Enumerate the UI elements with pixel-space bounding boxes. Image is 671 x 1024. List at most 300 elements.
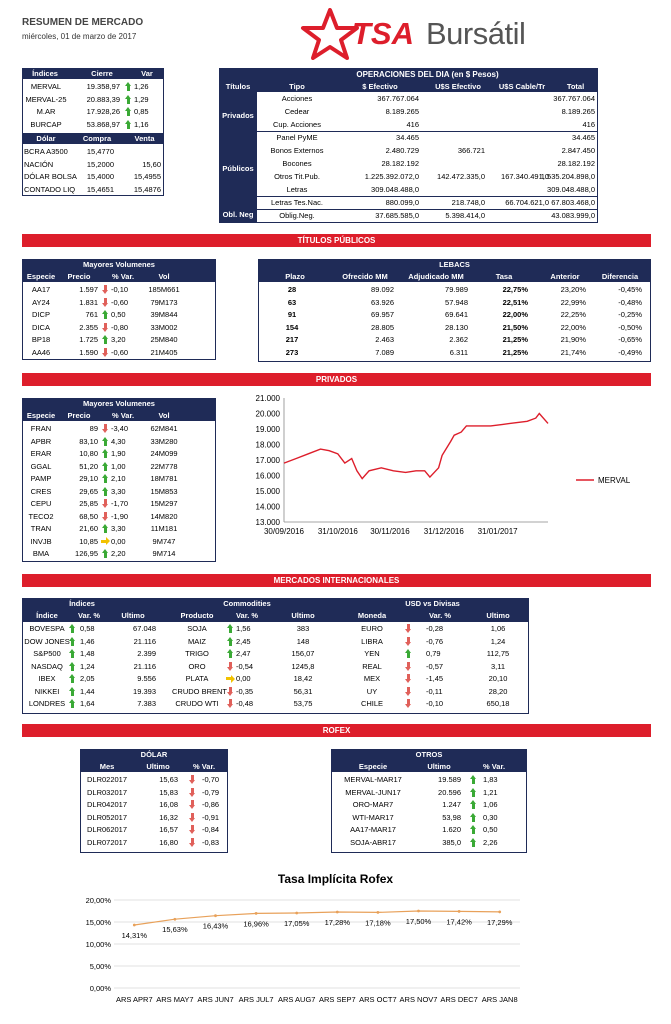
index-var: 1,16 [134,119,149,129]
op-pesos: 880.099,0 [385,198,419,207]
intl-var: 1,48 [80,649,95,658]
arrow-up-icon [469,825,478,834]
volume-price: 1.725 [79,335,98,344]
commodities-col-2: Ultimo [291,611,315,620]
x-tick-label: 30/09/2016 [263,527,305,536]
intl-name: DOW JONES [24,636,70,646]
dolar-buy: 15,4770 [86,147,114,156]
intl-var: 0,79 [426,649,441,658]
index-var: 0,85 [134,107,149,116]
op-tipo: Cedear [284,107,310,116]
arrow-down-icon [101,348,110,357]
x-tick-label: 30/11/2016 [370,527,410,536]
lebacs-cell: 22,00% [502,310,528,319]
intl-name: NASDAQ [31,661,63,671]
rate-data-label: 16,96% [243,919,269,929]
rofex-name: AA17-MAR17 [350,825,396,834]
lebacs-cell: 2.362 [449,335,468,344]
lebacs-col-1: Ofrecido MM [342,272,388,281]
priv-volumes-col-1: Precio [67,411,91,420]
volume-vol: 33M280 [150,436,178,446]
intl-last: 53,75 [293,699,313,708]
rofex-dolar-table-col-1: Ultimo [146,762,170,771]
operaciones-col-1: Tipo [289,82,305,91]
volume-name: AA17 [31,285,51,294]
x-tick-label: ARS MAY7 [156,995,194,1004]
arrow-up-icon [68,662,77,671]
rofex-name: DLR022017 [86,775,128,784]
lebacs-cell: 63.926 [371,297,394,307]
rate-point [417,910,420,913]
rate-data-label: 14,31% [121,931,148,941]
intl-var: -0,10 [426,699,444,708]
volume-price: 126,95 [75,549,98,558]
dolar-sell: 15,60 [142,159,161,169]
volume-price: 25,85 [79,499,98,508]
commodities-col-0: Producto [180,611,214,620]
intl-name: NIKKEI [34,686,60,696]
arrow-right-icon [226,674,235,683]
op-cable: 66.704.621,0 [505,198,549,207]
rofex-chart [80,890,580,1010]
rate-point [174,918,177,921]
intl-name: IBEX [38,674,56,683]
legend-label: MERVAL [598,476,631,485]
rofex-dolar-table-col-2: % Var. [192,762,216,771]
x-tick-label: ARS JUL7 [238,995,274,1004]
arrow-up-icon [68,624,77,633]
lebacs-col-0: Plazo [285,272,305,281]
volume-name: FRAN [30,424,52,433]
op-tipo: Letras [286,185,308,194]
arrow-down-icon [404,662,413,671]
intl-last: 21.116 [133,636,156,646]
arrow-down-icon [226,687,235,696]
op-total: 416 [582,120,595,129]
rate-data-label: 17,42% [446,917,472,927]
volume-vol: 18M781 [150,474,178,483]
rate-data-label: 15,63% [162,925,188,935]
intl-last: 28,20 [488,686,508,696]
op-total: 1.535.204.898,0 [540,172,595,181]
rofex-chart-title: Tasa Implícita Rofex [277,872,394,886]
volume-price: 83,10 [79,436,98,446]
lebacs-col-2: Adjudicado MM [408,272,464,281]
index-name: MERVAL-25 [25,94,67,104]
intl-name: CRUDO WTI [175,699,219,708]
lebacs-cell: 21,25% [502,335,528,344]
rofex-name: DLR072017 [86,837,128,847]
y-tick-label: 20,00% [85,896,111,905]
operaciones-col-4: U$S Cable/Tr [498,82,546,91]
op-pesos: 28.182.192 [381,159,419,168]
arrow-up-icon [68,637,77,646]
y-tick-label: 20.000 [255,409,280,419]
operaciones-divider [257,209,598,210]
rofex-var: -0,70 [202,775,220,784]
volume-price: 10,80 [79,449,98,458]
operaciones-col-5: Total [566,82,585,91]
lebacs-cell: -0,25% [618,310,642,319]
intl-var: -0,76 [426,636,444,646]
rofex-last: 16,80 [159,837,178,847]
op-total: 67.803.468,0 [551,198,595,207]
indices-col-2: Var [141,69,153,78]
intl-last: 1245,8 [291,661,315,671]
op-usd: 142.472.335,0 [437,172,485,181]
lebacs-cell: 21,74% [560,347,586,357]
volume-vol: 9M714 [152,549,176,558]
volume-var: 0,00 [111,536,126,546]
lebacs-cell: 69.957 [371,310,394,319]
op-total: 2.847.450 [561,146,595,155]
intl-var: -0,28 [426,624,444,633]
index-name: M.AR [36,107,56,116]
rofex-name: ORO-MAR7 [352,800,394,809]
rate-point [295,912,298,915]
rate-data-label: 17,28% [324,917,351,927]
rofex-var: 1,06 [483,800,498,809]
arrow-down-icon [188,800,197,809]
index-close: 17.928,26 [86,107,120,116]
volume-price: 2.355 [79,322,98,332]
volume-name: GGAL [30,461,52,471]
volume-vol: 185M661 [148,285,180,294]
rofex-otros-table-col-0: Especie [358,762,388,771]
lebacs-cell: 22,75% [502,285,528,294]
lebacs-cell: 217 [285,335,299,344]
intl-last: 2.399 [137,649,156,658]
dolar-name: BCRA A3500 [24,147,68,156]
y-tick-label: 15,00% [85,918,111,927]
op-tipo: Oblig.Neg. [279,211,315,220]
arrow-up-icon [101,462,110,471]
lebacs-cell: -0,50% [618,322,642,332]
dolar-buy: 15,2000 [86,159,114,169]
index-close: 53.868,97 [86,119,120,129]
intl-last: 1,06 [490,624,506,633]
index-close: 20.883,39 [86,94,120,104]
x-tick-label: 31/12/2016 [423,527,464,536]
volume-price: 1.831 [79,297,98,307]
volume-name: AY24 [32,297,50,307]
arrow-down-icon [226,699,235,708]
volume-price: 51,20 [79,461,98,471]
dolar-buy: 15,4000 [86,172,114,181]
arrow-down-icon [188,813,197,822]
volume-var: -0,60 [111,347,129,357]
tsa-logo [300,8,560,60]
rofex-var: 1,21 [483,787,498,797]
arrow-down-icon [101,298,110,307]
arrow-down-icon [404,699,413,708]
x-tick-label: ARS OCT7 [359,995,397,1004]
op-tipo: Letras Tes.Nac. [271,198,323,207]
volume-vol: 25M840 [150,335,178,344]
volume-var: 3,30 [111,486,126,496]
rate-point [336,911,339,914]
volume-var: -0,80 [111,322,129,332]
volume-var: 1,90 [111,449,126,458]
intl-var: -0,48 [236,699,254,708]
rofex-last: 385,0 [442,837,461,847]
volume-name: TRAN [30,524,52,533]
indices-col-1: Cierre [91,69,113,78]
op-usd: 5.398.414,0 [445,211,485,220]
op-pesos: 37.685.585,0 [375,211,419,220]
lebacs-cell: 22,25% [560,310,586,319]
operaciones-group: Públicos [222,164,254,173]
y-tick-label: 14.000 [255,502,280,512]
arrow-up-icon [101,310,110,319]
intl-var: -0,54 [236,661,254,671]
index-name: MERVAL [30,82,62,91]
arrow-down-icon [101,499,110,508]
op-total: 367.767.064 [553,94,595,103]
intl-last: 148 [296,636,310,646]
volume-price: 21,60 [79,524,98,533]
intl-divisas-title: USD vs Divisas [405,599,460,608]
x-tick-label: ARS SEP7 [318,995,356,1004]
dolar-name: DÓLAR BOLSA [24,172,77,181]
rate-data-label: 17,05% [283,918,310,928]
volume-var: 3,30 [111,524,126,533]
intl-last: 67.048 [133,624,156,633]
arrow-up-icon [101,487,110,496]
volume-var: -1,70 [111,499,129,508]
arrow-down-icon [188,788,197,797]
y-tick-label: 19.000 [255,425,280,434]
x-tick-label: ARS APR7 [115,995,153,1004]
rate-data-label: 17,18% [365,918,391,928]
volume-var: -0,10 [111,285,129,294]
logo-tsa-text: TSA [352,16,414,51]
lebacs-cell: -0,49% [618,347,642,357]
lebacs-cell: 7.089 [375,347,394,357]
arrow-up-icon [469,838,478,847]
lebacs-cell: -0,48% [618,297,642,307]
volume-var: 3,20 [111,335,126,344]
intl-var: -1,45 [426,674,444,683]
arrow-up-icon [68,649,77,658]
intl-last: 21.116 [133,661,156,671]
lebacs-cell: 28.805 [371,322,394,332]
volume-price: 89 [89,424,98,433]
op-tipo: Bocones [282,159,312,168]
rate-point [498,911,501,914]
rofex-var: 1,83 [483,775,498,784]
rofex-var: -0,83 [202,837,220,847]
arrow-down-icon [404,637,413,646]
intl-indices-title: Índices [69,599,95,608]
op-total: 8.189.265 [561,107,595,116]
operaciones-group: Obl. Neg [222,210,254,219]
indices-col-0: Índices [32,69,58,78]
op-cable: 167.340.491,0 [501,172,549,181]
intl-last: 7.383 [137,699,156,708]
section-rofex: ROFEX [22,724,651,737]
intl-name: EURO [361,624,383,633]
lebacs-cell: -0,65% [618,335,642,344]
rofex-name: SOJA-ABR17 [350,837,396,847]
rofex-var: -0,79 [202,787,220,797]
section-titulos-publicos: TÍTULOS PÚBLICOS [22,234,651,247]
rofex-last: 1.620 [442,825,461,834]
volume-var: -3,40 [111,424,129,433]
volume-name: INVJB [30,536,52,546]
lebacs-cell: 28.130 [445,322,468,332]
x-tick-label: 31/01/2017 [477,527,518,536]
lebacs-title: LEBACS [258,259,651,271]
arrow-up-icon [469,800,478,809]
op-pesos: 416 [406,120,419,129]
intl-name: LONDRES [28,699,66,708]
volume-name: BP18 [31,335,51,344]
indices_int-col-1: Var. % [77,611,101,620]
merval-series-line [284,414,548,479]
dolar-name: NACIÓN [24,159,54,169]
operaciones-col-0: Títulos [225,82,251,91]
index-name: BURCAP [30,119,62,129]
volume-name: DICA [32,322,50,332]
op-usd: 218.748,0 [451,198,485,207]
dolar-col-0: Dólar [36,134,56,143]
rofex-var: -0,91 [202,812,220,822]
volume-vol: 14M820 [150,511,178,521]
rate-point [133,924,136,927]
divisas-col-1: Var. % [428,611,452,620]
x-tick-label: ARS JUN7 [197,995,234,1004]
lebacs-cell: 21,50% [502,322,528,332]
operaciones-col-3: U$S Efectivo [435,82,481,91]
arrow-up-icon [469,813,478,822]
intl-var: -0,57 [426,661,444,671]
volume-name: TECO2 [28,511,54,521]
op-pesos: 2.480.729 [385,146,419,155]
divisas-col-2: Ultimo [486,611,510,620]
rofex-name: MERVAL-MAR17 [344,775,402,784]
pub-volumes-col-2: % Var. [111,272,135,281]
intl-var: 1,44 [80,686,95,696]
logo-bursatil-text: Bursátil [426,16,526,51]
intl-var: -0,11 [426,686,443,696]
volume-vol: 39M844 [150,310,178,319]
rate-point [377,911,380,914]
rofex-var: 0,50 [483,825,498,834]
lebacs-cell: 28 [287,285,297,294]
intl-last: 20,10 [488,674,508,683]
volume-vol: 24M099 [150,449,178,458]
commodities-col-1: Var. % [235,611,259,620]
lebacs-col-4: Anterior [550,272,580,281]
intl-var: 0,58 [80,624,95,633]
rofex-dolar-table-col-0: Mes [99,762,115,771]
intl-var: 1,24 [80,661,95,671]
intl-var: 1,64 [80,699,95,708]
lebacs-col-3: Tasa [495,272,513,281]
report-title: RESUMEN DE MERCADO [22,17,144,28]
star-icon [300,8,360,60]
intl-name: CHILE [360,699,384,708]
volume-var: 4,30 [111,436,126,446]
indices_int-col-2: Ultimo [121,611,145,620]
volume-vol: 21M405 [150,347,178,357]
y-tick-label: 17.000 [255,456,280,465]
arrow-down-icon [404,624,413,633]
dolar-sell: 15,4876 [133,184,161,194]
rofex-last: 1.247 [442,800,461,809]
dolar-name: CONTADO LIQ [24,184,76,194]
dolar-header [22,133,164,144]
op-pesos: 367.767.064 [377,94,419,103]
indices_int-col-0: Índice [36,611,58,620]
intl-name: TRIGO [185,649,209,658]
rate-data-label: 17,29% [486,917,513,927]
intl-name: REAL [362,661,382,671]
volume-name: PAMP [30,474,52,483]
y-tick-label: 18.000 [255,440,280,450]
rofex-last: 20.596 [438,787,461,797]
rofex-dolar-table-title: DÓLAR [80,749,228,761]
arrow-up-icon [68,674,77,683]
intl-last: 56,31 [293,686,313,696]
arrow-down-icon [404,687,413,696]
arrow-down-icon [101,285,110,294]
rofex-last: 16,32 [159,812,178,822]
rofex-var: 0,30 [483,812,498,822]
intl-var: 2,05 [80,674,95,683]
rofex-name: MERVAL-JUN17 [345,787,401,797]
op-tipo: Acciones [281,94,313,103]
dolar-buy: 15,4651 [86,184,114,194]
index-var: 1,26 [134,82,149,91]
lebacs-cell: 63 [287,297,297,307]
volume-price: 1.590 [79,347,98,357]
op-tipo: Panel PyME [276,133,318,142]
arrow-up-icon [226,624,235,633]
intl-var: 1,56 [236,624,251,633]
volume-price: 68,50 [79,511,98,521]
intl-name: CRUDO BRENT [172,686,228,696]
volume-name: APBR [30,436,52,446]
arrow-down-icon [188,838,197,847]
rofex-last: 15,83 [159,787,178,797]
x-tick-label: ARS DEC7 [440,995,478,1004]
intl-name: ORO [188,661,206,671]
rate-point [214,914,217,917]
lebacs-cell: 273 [285,347,299,357]
lebacs-col-5: Diferencia [601,272,639,281]
dolar-col-2: Venta [134,134,155,143]
x-tick-label: ARS NOV7 [399,995,438,1004]
operaciones-title: OPERACIONES DEL DIA (en $ Pesos) [257,68,598,81]
volume-name: ERAR [30,449,52,458]
op-pesos: 309.048.488,0 [371,185,419,194]
arrow-down-icon [188,825,197,834]
arrow-right-icon [101,537,110,546]
pub-volumes-col-1: Precio [67,272,91,281]
rate-point [458,910,461,913]
rofex-last: 16,57 [159,825,178,834]
rofex-otros-table-col-1: Ultimo [427,762,451,771]
priv-volumes-col-0: Especie [26,411,56,420]
op-pesos: 1.225.392.072,0 [364,172,419,181]
arrow-up-icon [404,649,413,658]
dolar-sell: 15,4955 [133,172,161,181]
volume-vol: 22M778 [150,461,178,471]
rofex-last: 16,08 [159,800,178,809]
lebacs-cell: 22,51% [502,297,528,307]
